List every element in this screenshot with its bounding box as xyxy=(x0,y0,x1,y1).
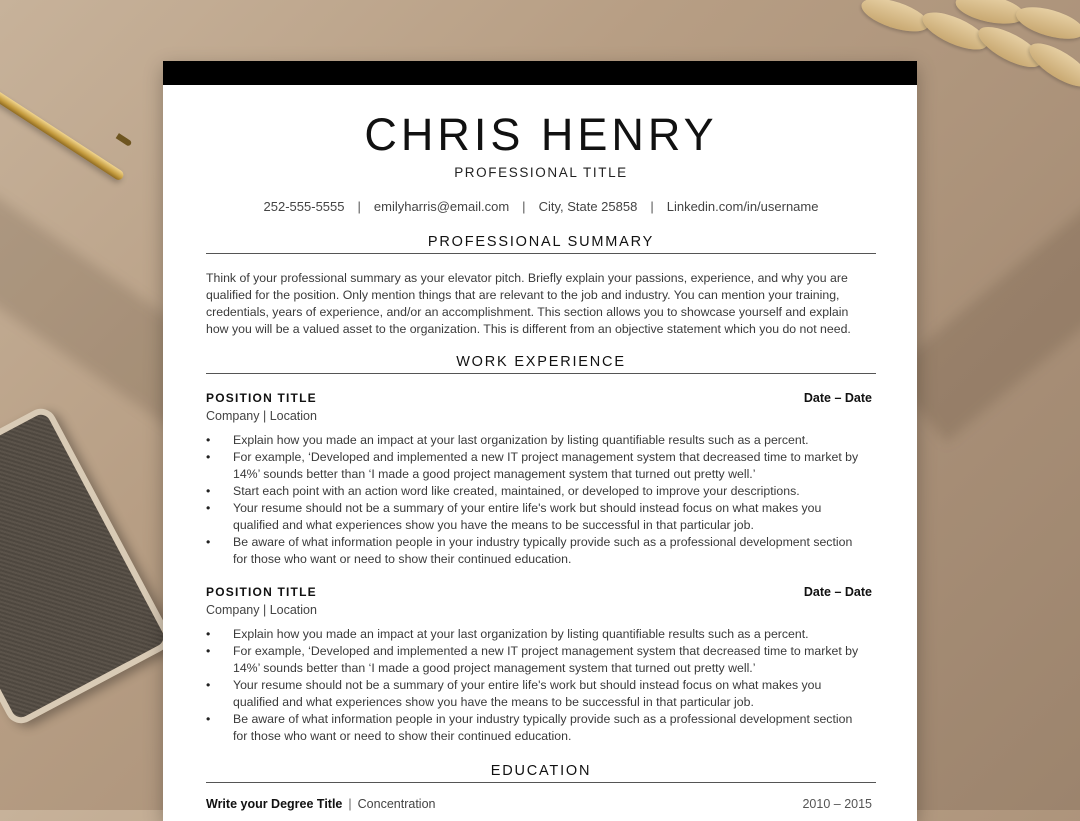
pen-tip xyxy=(116,133,133,147)
contact-email: emilyharris@email.com xyxy=(373,199,510,214)
contact-line xyxy=(206,199,876,214)
section-divider xyxy=(206,253,876,254)
company-location: Company | Location xyxy=(206,603,317,617)
job-header xyxy=(206,391,876,408)
desk-shadow xyxy=(889,168,1080,443)
contact-phone: 252-555-5555 xyxy=(263,199,345,214)
notebook xyxy=(0,403,175,729)
candidate-name: CHRIS HENRY xyxy=(364,109,718,160)
position-title: POSITION TITLE xyxy=(206,585,317,599)
bullet-item: • Explain how you made an impact at your last organization by listing quantifiable results such as a percent. xyxy=(206,432,863,449)
position-dates: Date – Date xyxy=(803,391,872,405)
resume-page xyxy=(163,61,917,821)
dried-leaf xyxy=(858,0,933,38)
bullet-item: • For example, ‘Developed and implemented a new IT project management system that decreased time to market by 14%’ sounds better than ‘I made a good project management system that turned out pretty well.’ xyxy=(206,449,863,483)
education-years: 2010 – 2015 xyxy=(802,797,872,811)
summary-heading: PROFESSIONAL SUMMARY xyxy=(427,234,655,250)
professional-title: PROFESSIONAL TITLE xyxy=(454,165,628,180)
company-location: Company | Location xyxy=(206,409,317,423)
position-dates: Date – Date xyxy=(803,585,872,599)
contact-separator: | xyxy=(357,199,361,214)
bullet-item: • Your resume should not be a summary of your entire life's work but should instead focus on what makes you qualified and what experiences show you have the means to be successful in that particular job. xyxy=(206,500,863,534)
concentration: Concentration xyxy=(357,797,436,811)
contact-separator: | xyxy=(522,199,526,214)
section-divider xyxy=(206,373,876,374)
header-bar xyxy=(163,61,917,85)
job-entry xyxy=(206,391,876,568)
education-entry xyxy=(206,797,876,817)
contact-separator: | xyxy=(650,199,654,214)
section-divider xyxy=(206,782,876,783)
gold-pen xyxy=(0,81,125,182)
job-header xyxy=(206,585,876,602)
bullet-item: • Explain how you made an impact at your last organization by listing quantifiable results such as a percent. xyxy=(206,626,863,643)
work-heading: WORK EXPERIENCE xyxy=(456,354,626,370)
bullet-item: • Be aware of what information people in your industry typically provide such as a professional development section for those who want or need to show their continued education. xyxy=(206,711,863,745)
job-bullets xyxy=(206,432,876,568)
contact-location: City, State 25858 xyxy=(538,199,638,214)
bullet-item: • Start each point with an action word like created, maintained, or developed to improve your descriptions. xyxy=(206,483,863,500)
summary-text: Think of your professional summary as your elevator pitch. Briefly explain your passions, experience, and why you are qualified for the position. Only mention things that are relevant to the job and industry. You can mention your training, credentials, years of experience, and/or an accomplishment. This section allows you to showcase yourself and explain how you will be a valued asset to the organization. This is different from an objective statement which you do not need. xyxy=(206,271,851,336)
education-separator: | xyxy=(348,797,352,811)
degree-title: Write your Degree Title xyxy=(206,797,343,811)
education-heading: EDUCATION xyxy=(490,763,592,779)
bullet-item: • Your resume should not be a summary of your entire life's work but should instead focus on what makes you qualified and what experiences show you have the means to be successful in that particular job. xyxy=(206,677,863,711)
job-entry xyxy=(206,585,876,745)
job-bullets xyxy=(206,626,876,745)
bullet-item: • Be aware of what information people in your industry typically provide such as a professional development section for those who want or need to show their continued education. xyxy=(206,534,863,568)
bullet-item: • For example, ‘Developed and implemented a new IT project management system that decreased time to market by 14%’ sounds better than ‘I made a good project management system that turned out pretty well.’ xyxy=(206,643,863,677)
contact-linkedin: Linkedin.com/in/username xyxy=(666,199,819,214)
position-title: POSITION TITLE xyxy=(206,391,317,405)
